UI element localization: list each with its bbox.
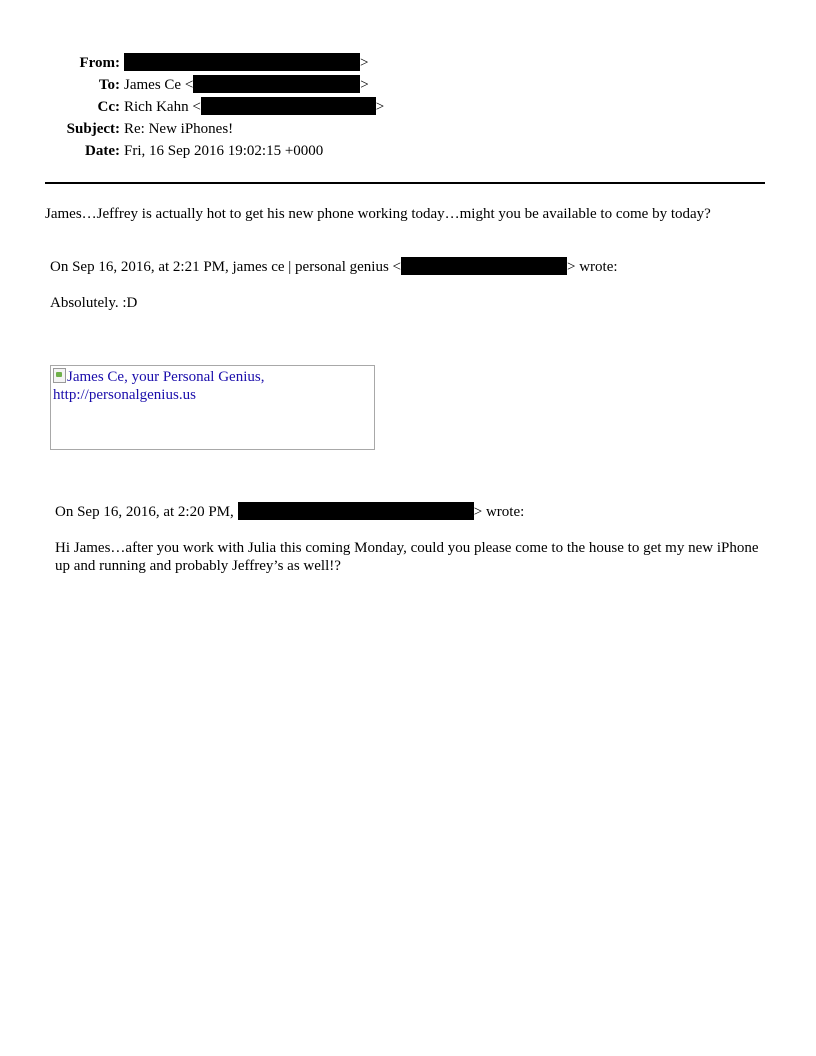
from-value — [124, 52, 368, 74]
signature-alt-line1: James Ce, your Personal Genius, — [67, 369, 265, 385]
cc-label: Cc: — [97, 99, 120, 115]
to-name: James Ce < — [124, 77, 194, 93]
redaction-block — [124, 53, 360, 71]
from-suffix: > — [360, 55, 369, 71]
quote1-attribution-prefix: On Sep 16, 2016, at 2:21 PM, james ce | personal genius < — [50, 259, 401, 275]
quote2-attribution-prefix: On Sep 16, 2016, at 2:20 PM, — [55, 504, 234, 520]
cc-name: Rich Kahn < — [124, 99, 201, 115]
header-divider — [45, 182, 765, 184]
to-label: To: — [98, 77, 120, 93]
redaction-block — [238, 502, 474, 520]
from-label: From: — [79, 55, 120, 71]
quote1-text: Absolutely. :D — [50, 295, 138, 311]
cc-suffix: > — [375, 99, 385, 115]
message-body: James…Jeffrey is actually hot to get his new phone working today…might you be available to come by today? — [45, 206, 711, 222]
quote2-attribution-suffix: > wrote: — [473, 504, 525, 520]
to-row — [0, 74, 816, 96]
date-row — [0, 140, 816, 162]
to-value — [124, 74, 369, 96]
redaction-block — [401, 257, 567, 275]
signature-image-alt[interactable] — [53, 368, 353, 404]
date-label: Date: — [85, 143, 120, 159]
subject-label: Subject: — [66, 121, 120, 137]
redaction-block — [201, 97, 376, 115]
quote2-attribution — [55, 502, 524, 521]
cc-row — [0, 96, 816, 118]
quote1-attribution-suffix: > wrote: — [567, 259, 618, 275]
redaction-block — [193, 75, 360, 93]
to-suffix: > — [360, 77, 369, 93]
subject-value: Re: New iPhones! — [124, 121, 234, 137]
from-row — [0, 52, 816, 74]
subject-row — [0, 118, 816, 140]
quote1-attribution — [50, 257, 618, 276]
signature-image[interactable] — [50, 365, 375, 450]
quote2-text: Hi James…after you work with Julia this coming Monday, could you please come to the house to get my new iPhone up and running and probably Jeffrey’s as well!? — [55, 540, 759, 574]
date-value: Fri, 16 Sep 2016 19:02:15 +0000 — [124, 143, 324, 159]
cc-value — [124, 96, 384, 118]
signature-alt-line2: http://personalgenius.us — [53, 387, 196, 403]
broken-image-icon — [53, 368, 66, 383]
